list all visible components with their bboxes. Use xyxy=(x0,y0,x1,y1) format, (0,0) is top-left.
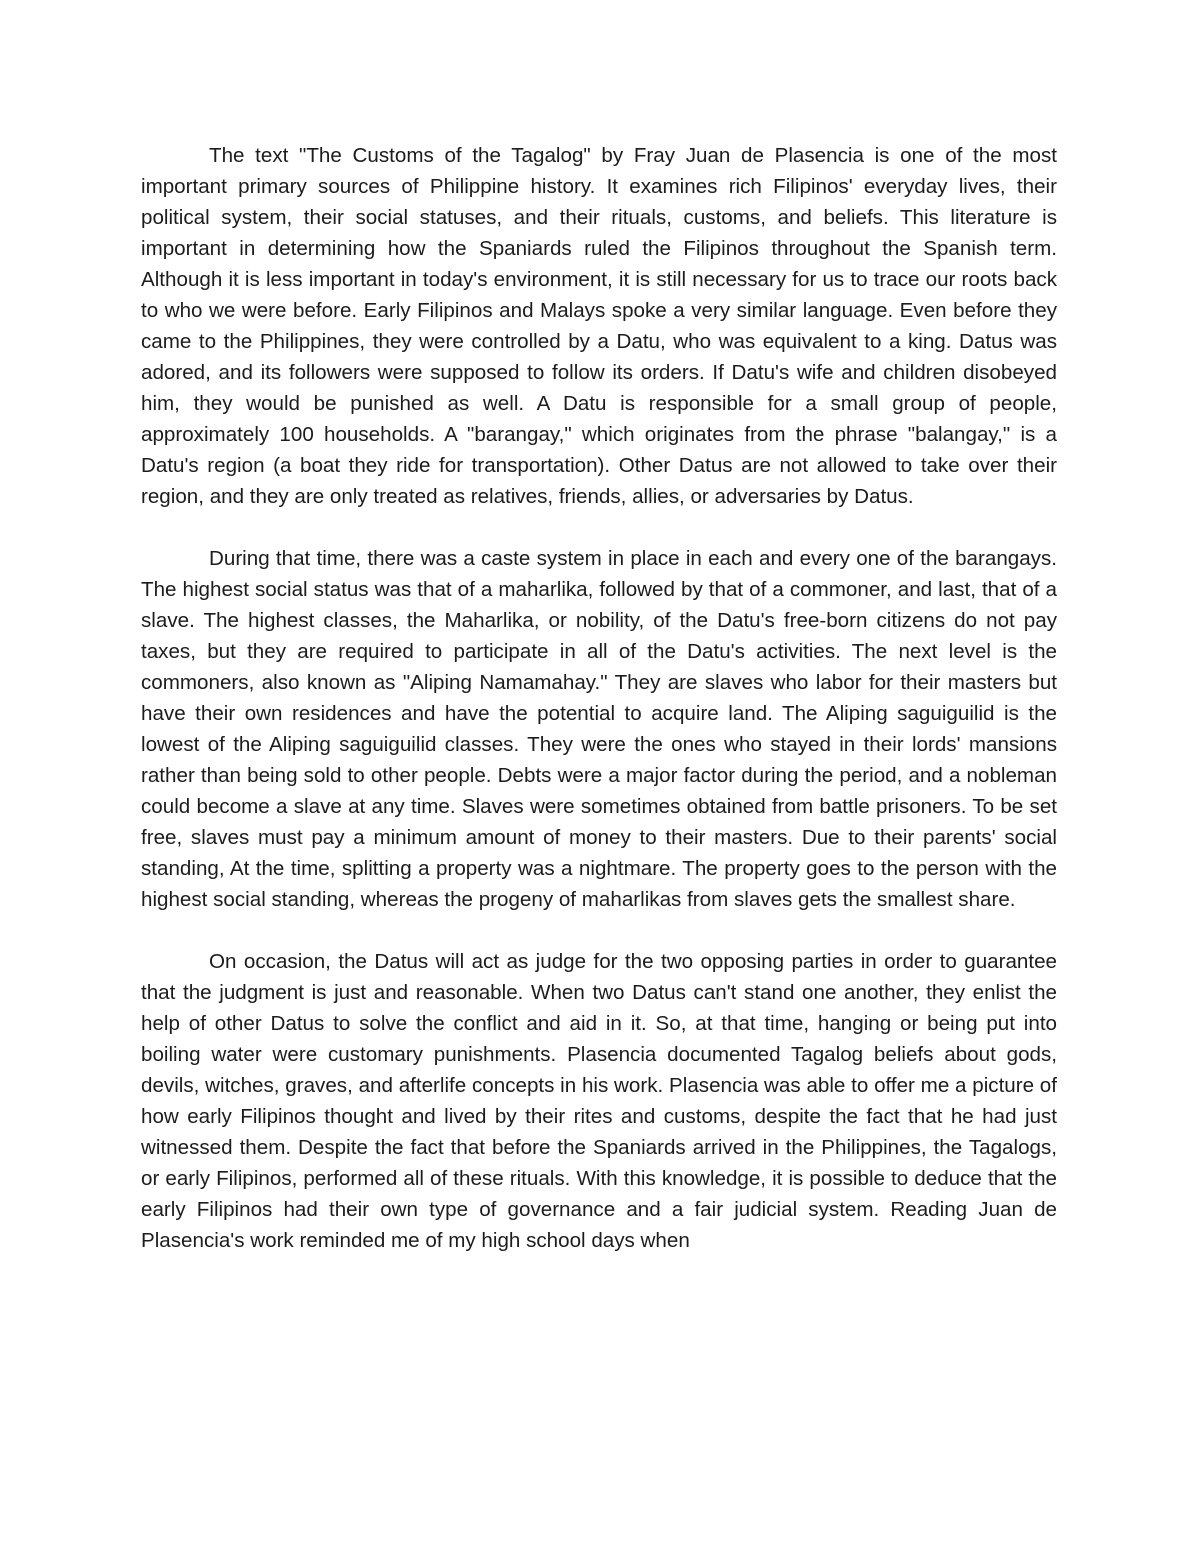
paragraph-3: On occasion, the Datus will act as judge for the two opposing parties in order to guarantee that the judgment is just and reasonable. When two Datus can't stand one another, they enlist the help of other Datus to solve the conflict and aid in it. So, at that time, hanging or being put into boiling water were customary punishments. Plasencia documented Tagalog beliefs about gods, devils, witches, graves, and afterlife concepts in his work. Plasencia was able to offer me a picture of how early Filipinos thought and lived by their rites and customs, despite the fact that he had just witnessed them. Despite the fact that before the Spaniards arrived in the Philippines, the Tagalogs, or early Filipinos, performed all of these rituals. With this knowledge, it is possible to deduce that the early Filipinos had their own type of governance and a fair judicial system. Reading Juan de Plasencia's work reminded me of my high school days when xyxy=(141,950,1057,1252)
paragraph-1: The text "The Customs of the Tagalog" by Fray Juan de Plasencia is one of the most important primary sources of Philippine history. It examines rich Filipinos' everyday lives, their political system, their social statuses, and their rituals, customs, and beliefs. This literature is important in determining how the Spaniards ruled the Filipinos throughout the Spanish term. Although it is less important in today's environment, it is still necessary for us to trace our roots back to who we were before. Early Filipinos and Malays spoke a very similar language. Even before they came to the Philippines, they were controlled by a Datu, who was equivalent to a king. Datus was adored, and its followers were supposed to follow its orders. If Datu's wife and children disobeyed him, they would be punished as well. A Datu is responsible for a small group of people, approximately 100 households. A "barangay," which originates from the phrase "balangay," is a Datu's region (a boat they ride for transportation). Other Datus are not allowed to take over their region, and they are only treated as relatives, friends, allies, or adversaries by Datus. xyxy=(141,144,1057,508)
paragraph-2: During that time, there was a caste system in place in each and every one of the barangays. The highest social status was that of a maharlika, followed by that of a commoner, and last, that of a slave. The highest classes, the Maharlika, or nobility, of the Datu's free-born citizens do not pay taxes, but they are required to participate in all of the Datu's activities. The next level is the commoners, also known as "Aliping Namamahay." They are slaves who labor for their masters but have their own residences and have the potential to acquire land. The Aliping saguiguilid is the lowest of the Aliping saguiguilid classes. They were the ones who stayed in their lords' mansions rather than being sold to other people. Debts were a major factor during the period, and a nobleman could become a slave at any time. Slaves were sometimes obtained from battle prisoners. To be set free, slaves must pay a minimum amount of money to their masters. Due to their parents' social standing, At the time, splitting a property was a nightmare. The property goes to the person with the highest social standing, whereas the progeny of maharlikas from slaves gets the smallest share. xyxy=(141,547,1057,911)
document-body xyxy=(141,140,1057,1287)
